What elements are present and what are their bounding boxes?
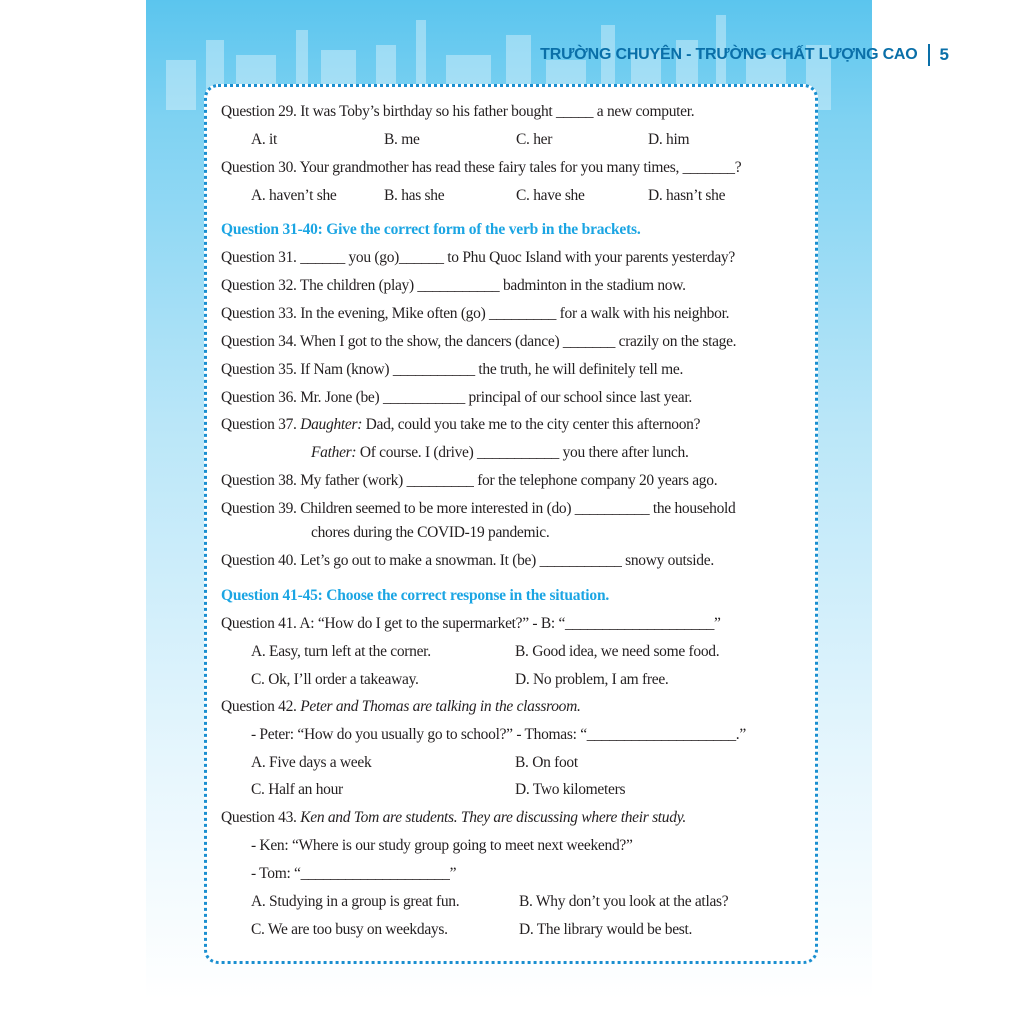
book-title: TRƯỜNG CHUYÊN - TRƯỜNG CHẤT LƯỢNG CAO bbox=[540, 46, 918, 63]
header-divider bbox=[928, 44, 930, 66]
q43-dialog-ken: - Ken: “Where is our study group going to meet next weekend?” bbox=[251, 837, 633, 854]
q43-context: Ken and Tom are students. They are discussing where their study. bbox=[300, 809, 687, 826]
q29-option-c: C. her bbox=[516, 131, 553, 148]
question-40: Question 40. Let’s go out to make a snowman. It (be) ___________ snowy outside. bbox=[221, 552, 714, 569]
q41-option-d: D. No problem, I am free. bbox=[515, 671, 669, 688]
question-31: Question 31. ______ you (go)______ to Phu Quoc Island with your parents yesterday? bbox=[221, 249, 735, 266]
q30-option-b: B. has she bbox=[384, 187, 445, 204]
page-number: 5 bbox=[939, 45, 949, 64]
question-43-stem bbox=[221, 809, 686, 827]
question-33: Question 33. In the evening, Mike often (go) _________ for a walk with his neighbor. bbox=[221, 305, 730, 322]
question-34: Question 34. When I got to the show, the dancers (dance) _______ crazily on the stage. bbox=[221, 333, 737, 350]
question-36: Question 36. Mr. Jone (be) ___________ principal of our school since last year. bbox=[221, 389, 692, 406]
q29-option-a: A. it bbox=[251, 131, 278, 148]
section-heading-41-45: Question 41-45: Choose the correct response in the situation. bbox=[221, 587, 610, 604]
q43-option-a: A. Studying in a group is great fun. bbox=[251, 893, 460, 910]
question-39-line-1: Question 39. Children seemed to be more interested in (do) __________ the household bbox=[221, 500, 736, 517]
q42-option-a: A. Five days a week bbox=[251, 754, 372, 771]
question-32: Question 32. The children (play) ___________ badminton in the stadium now. bbox=[221, 277, 686, 294]
question-37-line-1 bbox=[221, 416, 700, 434]
q42-option-c: C. Half an hour bbox=[251, 781, 343, 798]
question-35: Question 35. If Nam (know) ___________ the truth, he will definitely tell me. bbox=[221, 361, 684, 378]
q37-father-line: Of course. I (drive) ___________ you there after lunch. bbox=[356, 444, 689, 461]
q43-option-d: D. The library would be best. bbox=[519, 921, 693, 938]
question-42-stem bbox=[221, 698, 581, 716]
q30-option-a: A. haven’t she bbox=[251, 187, 337, 204]
question-38: Question 38. My father (work) _________ for the telephone company 20 years ago. bbox=[221, 472, 718, 489]
q42-context: Peter and Thomas are talking in the classroom. bbox=[300, 698, 581, 715]
q42-option-b: B. On foot bbox=[515, 754, 578, 771]
question-30-stem: Question 30. Your grandmother has read these fairy tales for you many times, _______? bbox=[221, 159, 742, 176]
question-29-stem: Question 29. It was Toby’s birthday so his father bought _____ a new computer. bbox=[221, 103, 695, 120]
q42-dialog: - Peter: “How do you usually go to school?” - Thomas: “____________________.” bbox=[251, 726, 746, 743]
q42-option-d: D. Two kilometers bbox=[515, 781, 626, 798]
q30-option-d: D. hasn’t she bbox=[648, 187, 726, 204]
q43-option-c: C. We are too busy on weekdays. bbox=[251, 921, 448, 938]
q30-option-c: C. have she bbox=[516, 187, 585, 204]
q37-speaker-daughter: Daughter: bbox=[300, 416, 363, 433]
q41-option-b: B. Good idea, we need some food. bbox=[515, 643, 720, 660]
section-heading-31-40: Question 31-40: Give the correct form of the verb in the brackets. bbox=[221, 221, 641, 238]
q29-option-d: D. him bbox=[648, 131, 690, 148]
page-header bbox=[540, 44, 949, 66]
q37-prefix: Question 37. bbox=[221, 416, 301, 433]
q43-option-b: B. Why don’t you look at the atlas? bbox=[519, 893, 729, 910]
question-37-line-2 bbox=[311, 444, 689, 462]
q43-dialog-tom: - Tom: “____________________” bbox=[251, 865, 457, 882]
question-39-line-2: chores during the COVID-19 pandemic. bbox=[311, 524, 550, 541]
q42-prefix: Question 42. bbox=[221, 698, 301, 715]
q29-option-b: B. me bbox=[384, 131, 420, 148]
q41-option-c: C. Ok, I’ll order a takeaway. bbox=[251, 671, 419, 688]
q37-daughter-line: Dad, could you take me to the city center this afternoon? bbox=[362, 416, 701, 433]
q37-speaker-father: Father: bbox=[311, 444, 357, 461]
q43-prefix: Question 43. bbox=[221, 809, 301, 826]
question-41-stem: Question 41. A: “How do I get to the supermarket?” - B: “____________________” bbox=[221, 615, 721, 632]
q41-option-a: A. Easy, turn left at the corner. bbox=[251, 643, 431, 660]
